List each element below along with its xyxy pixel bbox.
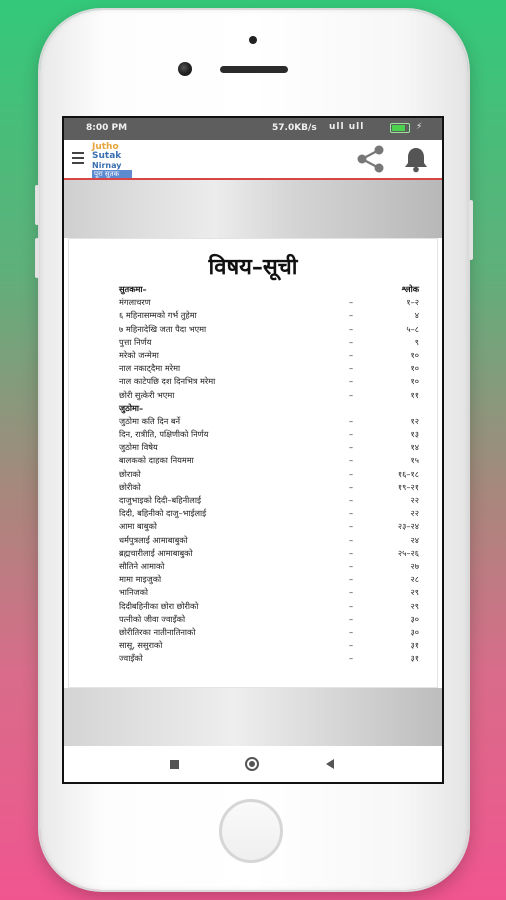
toc-row: [119, 402, 419, 415]
toc-page: ३०: [410, 613, 419, 624]
table-of-contents: [119, 283, 419, 665]
toc-page: १५: [410, 455, 419, 466]
toc-row: [119, 600, 419, 613]
logo-line: Jutho: [92, 142, 119, 152]
toc-title: छोरी सुत्केरी भएमा: [119, 389, 175, 400]
toc-page: १३: [410, 429, 419, 440]
toc-dash: –: [349, 468, 354, 479]
toc-title: नाल नकाट्दैमा मरेमा: [119, 363, 181, 374]
toc-page: १०: [410, 363, 419, 374]
toc-dash: –: [349, 442, 354, 453]
toc-page: १४: [410, 442, 419, 453]
toc-title: जुठोमा–: [119, 402, 144, 413]
toc-row: [119, 296, 419, 309]
toc-row: [119, 520, 419, 533]
signal-icon: ull ull: [329, 122, 365, 132]
toc-page: २७: [410, 560, 419, 571]
toc-row: [119, 626, 419, 639]
logo-line: Sutak: [92, 151, 122, 161]
toc-dash: –: [349, 323, 354, 334]
home-button[interactable]: [245, 757, 259, 771]
screen: [64, 118, 442, 782]
bolt-icon: ⚡: [416, 122, 423, 132]
toc-page: २५–२६: [397, 547, 419, 558]
toc-title: दाजुभाइको दिदी–बहिनीलाई: [119, 495, 201, 505]
toc-dash: –: [349, 534, 354, 545]
toc-row: [119, 560, 419, 573]
toc-title: पुत्ता निर्णय: [119, 336, 152, 347]
toc-row: [119, 573, 419, 586]
page-title: विषय–सूची: [208, 254, 298, 280]
toc-row: [119, 507, 419, 520]
toc-title: सुतकमा–: [119, 284, 147, 294]
recents-button[interactable]: [170, 760, 179, 769]
toc-page: १०: [410, 376, 419, 387]
toc-page: ५–८: [406, 323, 419, 334]
toc-title: आमा बाबुको: [119, 521, 157, 532]
toc-dash: –: [349, 481, 354, 492]
toc-title: सासू, ससुराको: [119, 640, 163, 651]
toc-page: १२: [410, 415, 419, 426]
app-bar: [64, 140, 442, 180]
toc-page: ३१: [410, 653, 419, 664]
toc-title: छोराको: [119, 468, 141, 479]
toc-page: १६–१८: [397, 468, 419, 479]
toc-dash: –: [349, 508, 354, 519]
physical-home-button[interactable]: [219, 799, 283, 863]
toc-title: छोरीतिरका नातीनातिनाको: [119, 626, 196, 637]
toc-title: मामा माइजुको: [119, 574, 162, 585]
toc-title: पत्नीको जीवा ज्वाइँको: [119, 613, 186, 624]
toc-dash: –: [349, 415, 354, 426]
toc-title: भानिजको: [119, 587, 149, 598]
toc-row: [119, 454, 419, 467]
ad-banner-bottom: [64, 688, 442, 746]
toc-title: दिदी, बहिनीको दाजु–भाईलाई: [119, 508, 207, 519]
toc-dash: –: [349, 600, 354, 611]
toc-page: ४: [414, 310, 419, 321]
status-bar: [64, 118, 442, 140]
toc-row: [119, 481, 419, 494]
toc-page: २८: [410, 574, 419, 585]
toc-page: २२: [410, 495, 419, 505]
toc-row: [119, 468, 419, 481]
toc-dash: –: [349, 363, 354, 374]
toc-dash: –: [349, 455, 354, 466]
toc-title: जुठोमा विषेय: [119, 442, 158, 453]
toc-title: दिन, रात्रीति, पक्षिणीको निर्णय: [119, 429, 209, 440]
power-button: [469, 200, 473, 260]
toc-dash: –: [349, 429, 354, 440]
toc-page: २९: [410, 600, 419, 611]
toc-title: सौतिने आमाको: [119, 560, 165, 571]
toc-dash: –: [349, 310, 354, 321]
ad-banner-top: [64, 180, 442, 238]
share-icon[interactable]: [354, 144, 388, 174]
logo-line: पूरा सुतक: [92, 170, 132, 178]
toc-row: [119, 441, 419, 454]
volume-button: [35, 185, 39, 225]
toc-dash: –: [349, 521, 354, 532]
toc-row: [119, 349, 419, 362]
toc-dash: –: [349, 349, 354, 360]
toc-row: [119, 613, 419, 626]
toc-dash: –: [349, 640, 354, 651]
toc-row: [119, 336, 419, 349]
toc-page: २३–२४: [397, 521, 419, 532]
toc-dash: –: [349, 574, 354, 585]
toc-row: [119, 323, 419, 336]
toc-page: १०: [410, 349, 419, 360]
toc-page: श्लोक: [401, 284, 419, 294]
toc-title: दिदीबहिनीका छोरा छोरीको: [119, 600, 199, 611]
toc-page: ३०: [410, 626, 419, 637]
toc-row: [119, 283, 419, 296]
toc-dash: –: [349, 626, 354, 637]
toc-row: [119, 494, 419, 507]
toc-title: नाल काटेपछि दश दिनभित्र मरेमा: [119, 376, 216, 387]
toc-row: [119, 534, 419, 547]
toc-page: ११: [410, 389, 419, 400]
toc-dash: –: [349, 587, 354, 598]
logo-line: Nirnay: [92, 161, 122, 170]
toc-row: [119, 362, 419, 375]
document-page: [68, 238, 438, 688]
toc-title: जुठोमा कति दिन बर्ने: [119, 415, 181, 426]
toc-dash: –: [349, 389, 354, 400]
bell-icon[interactable]: [402, 145, 430, 173]
toc-page: १–२: [406, 297, 419, 308]
android-nav-bar: [64, 746, 442, 782]
toc-page: २४: [410, 534, 419, 545]
toc-row: [119, 389, 419, 402]
toc-title: धर्मपुत्रलाई आमाबाबुको: [119, 534, 188, 545]
toc-row: [119, 415, 419, 428]
status-time: 8:00 PM: [86, 123, 128, 133]
toc-title: छोरीको: [119, 481, 141, 492]
toc-dash: –: [349, 613, 354, 624]
back-button[interactable]: [326, 759, 334, 769]
sensor-dot: [249, 36, 257, 44]
volume-button: [35, 238, 39, 278]
toc-page: २२: [410, 508, 419, 519]
toc-title: मरेको जन्मेमा: [119, 349, 159, 360]
toc-row: [119, 547, 419, 560]
toc-page: २९: [410, 587, 419, 598]
toc-title: बालकको दाहका नियममा: [119, 455, 194, 466]
toc-dash: –: [349, 495, 354, 505]
toc-title: ज्वाइँको: [119, 653, 143, 664]
toc-dash: –: [349, 547, 354, 558]
battery-icon: [390, 123, 410, 133]
toc-dash: –: [349, 297, 354, 308]
toc-title: मंगलाचरण: [119, 297, 151, 308]
front-camera: [178, 62, 192, 76]
menu-icon[interactable]: [72, 152, 84, 164]
toc-dash: –: [349, 560, 354, 571]
toc-row: [119, 309, 419, 322]
toc-dash: –: [349, 336, 354, 347]
toc-row: [119, 586, 419, 599]
network-rate: 57.0KB/s: [272, 123, 317, 133]
toc-title: ६ महिनासम्मको गर्भ तुहेमा: [119, 310, 197, 321]
toc-title: ७ महिनादेखि जता पैदा भएमा: [119, 323, 207, 334]
toc-row: [119, 652, 419, 665]
earpiece-speaker: [220, 66, 288, 73]
toc-row: [119, 375, 419, 388]
app-logo: [92, 143, 140, 177]
toc-page: १९–२१: [397, 481, 419, 492]
toc-page: ३१: [410, 640, 419, 651]
toc-row: [119, 639, 419, 652]
toc-page: ९: [414, 336, 419, 347]
toc-dash: –: [349, 376, 354, 387]
toc-row: [119, 428, 419, 441]
toc-dash: –: [349, 653, 354, 664]
toc-title: ब्रह्मचारीलाई आमाबाबुको: [119, 547, 193, 558]
